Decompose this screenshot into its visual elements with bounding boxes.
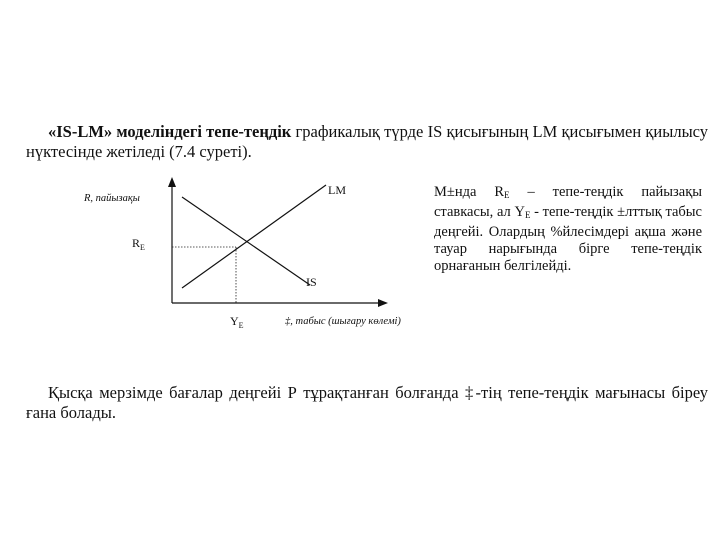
intro-bold-heading: «IS-LM» моделіндегі тепе-теңдік [48,122,292,141]
re-label: $R_E$ [132,236,145,252]
lm-label: LM [328,183,346,197]
is-lm-diagram [60,175,440,335]
intro-paragraph-text: графикалық түрде IS қисығының LM қисығымен қиылысу нүктесінде жетіледі (7.4 суреті). [26,122,709,161]
side-text-3: - тепе-теңдік ±лттық табыс деңгейі. Олардың %йлесімдері ақша және тауар нарығында бірге тепе-теңдік орнағанын белгілейді. [434,204,702,274]
conclusion-paragraph: Қысқа мерзімде бағалар деңгейі Р тұрақтанған болғанда ‡-тің тепе-теңдік мағынасы біреу ғана болады. [26,383,708,422]
side-text-sub-2: E [524,210,531,220]
y-axis-label: R, пайызақы [84,193,140,204]
x-axis-label: ‡, табыс (шығару көлемі) [285,316,401,327]
side-text-1: М±нда R [434,184,505,200]
side-explanation [434,184,702,275]
y-axis-arrow [168,177,176,187]
intro-paragraph [26,122,708,162]
lm-curve [182,185,326,288]
side-text-2: – тепе-теңдік пайызақы ставкасы, ал Y [434,184,702,220]
x-axis-arrow [378,299,388,307]
side-text-sub-1: E [504,190,510,200]
is-label: IS [306,275,317,289]
ye-label: $Y_E$ [230,314,244,330]
